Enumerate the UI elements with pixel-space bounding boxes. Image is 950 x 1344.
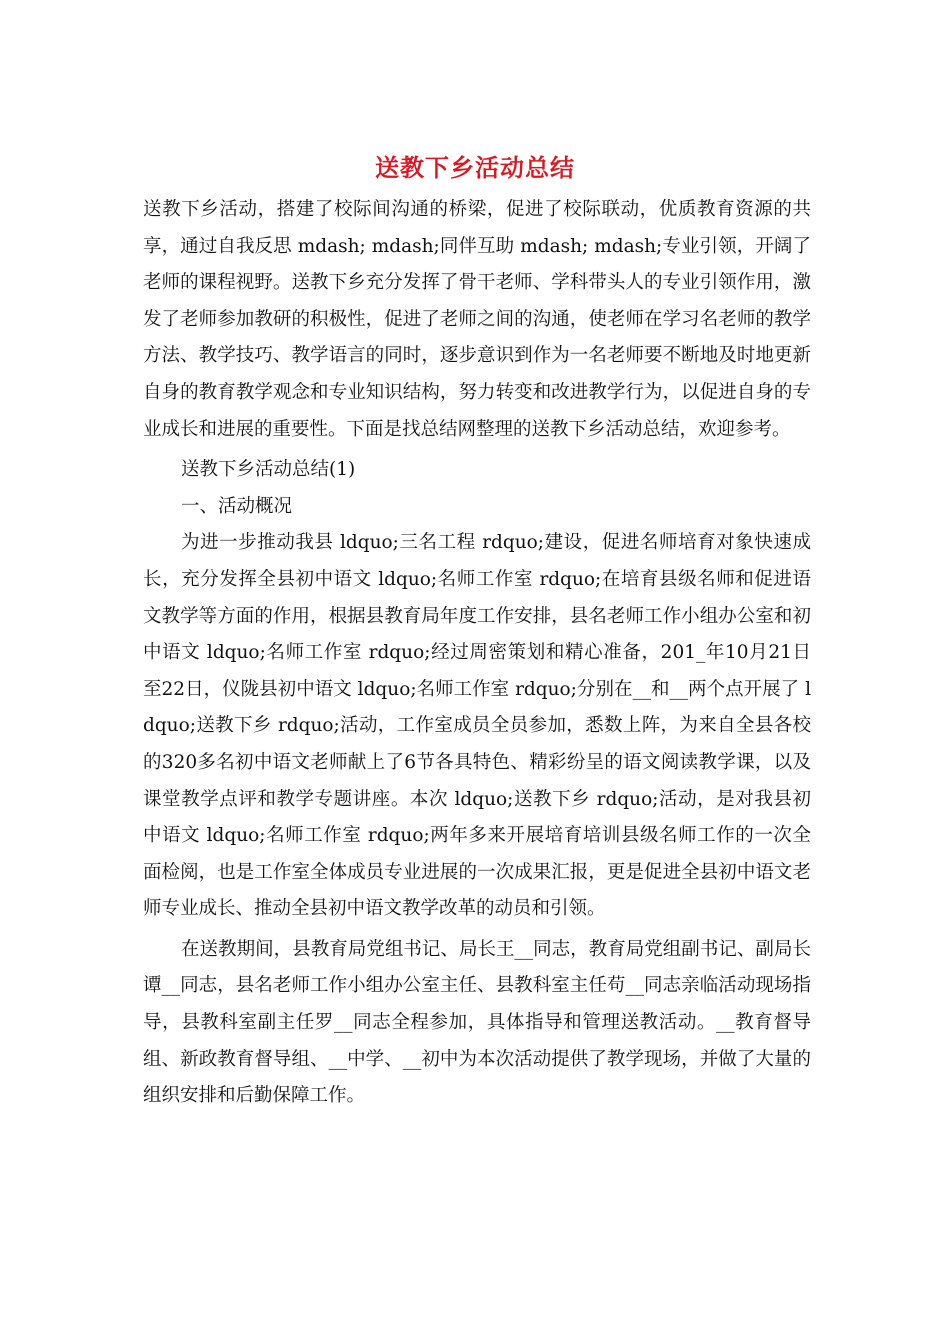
- body-paragraph-1: 为进一步推动我县 ldquo;三名工程 rdquo;建设，促进名师培育对象快速成长，充分发挥全县初中语文 ldquo;名师工作室 rdquo;在培育县级名师和促进语文教学等方面的作用，根据县教育局年度工作安排，县名老师工作小组办公室和初中语文 ldquo;名师工作室 rdquo;经过周密策划和精心准备，201_年10月21日至22日，仪陇县初中语文 ldquo;名师工作室 rdquo;分别在__和__两个点开展了 ldquo;送教下乡 rdquo;活动，工作室成员全员参加，悉数上阵，为来自全县各校的320多名初中语文老师献上了6节各具特色、精彩纷呈的语文阅读教学课，以及课堂教学点评和教学专题讲座。本次 ldquo;送教下乡 rdquo;活动，是对我县初中语文 ldquo;名师工作室 rdquo;两年多来开展培育培训县级名师工作的一次全面检阅，也是工作室全体成员专业进展的一次成果汇报，更是促进全县初中语文老师专业成长、推动全县初中语文教学改革的动员和引领。: [143, 532, 811, 920]
- intro-paragraph: 送教下乡活动，搭建了校际间沟通的桥梁，促进了校际联动，优质教育资源的共享，通过自我反思 mdash; mdash;同伴互助 mdash; mdash;专业引领，开阔了老师的课程视野。送教下乡充分发挥了骨干老师、学科带头人的专业引领作用，激发了老师参加教研的积极性，促进了老师之间的沟通，使老师在学习名老师的教学方法、教学技巧、教学语言的同时，逐步意识到作为一名老师要不断地及时地更新自身的教育教学观念和专业知识结构，努力转变和改进教学行为，以促进自身的专业成长和进展的重要性。下面是找总结网整理的送教下乡活动总结，欢迎参考。: [143, 199, 811, 440]
- section-heading: 送教下乡活动总结(1): [181, 459, 356, 481]
- document-title: 送教下乡活动总结: [375, 153, 575, 182]
- body-paragraph-2: 在送教期间，县教育局党组书记、局长王__同志，教育局党组副书记、副局长谭__同志，县名老师工作小组办公室主任、县教科室主任苟__同志亲临活动现场指导，县教科室副主任罗__同志全程参加，具体指导和管理送教活动。__教育督导组、新政教育督导组、__中学、__初中为本次活动提供了教学现场，并做了大量的组织安排和后勤保障工作。: [143, 938, 811, 1107]
- document-body: [143, 192, 811, 1115]
- subsection-heading: 一、活动概况: [181, 495, 293, 517]
